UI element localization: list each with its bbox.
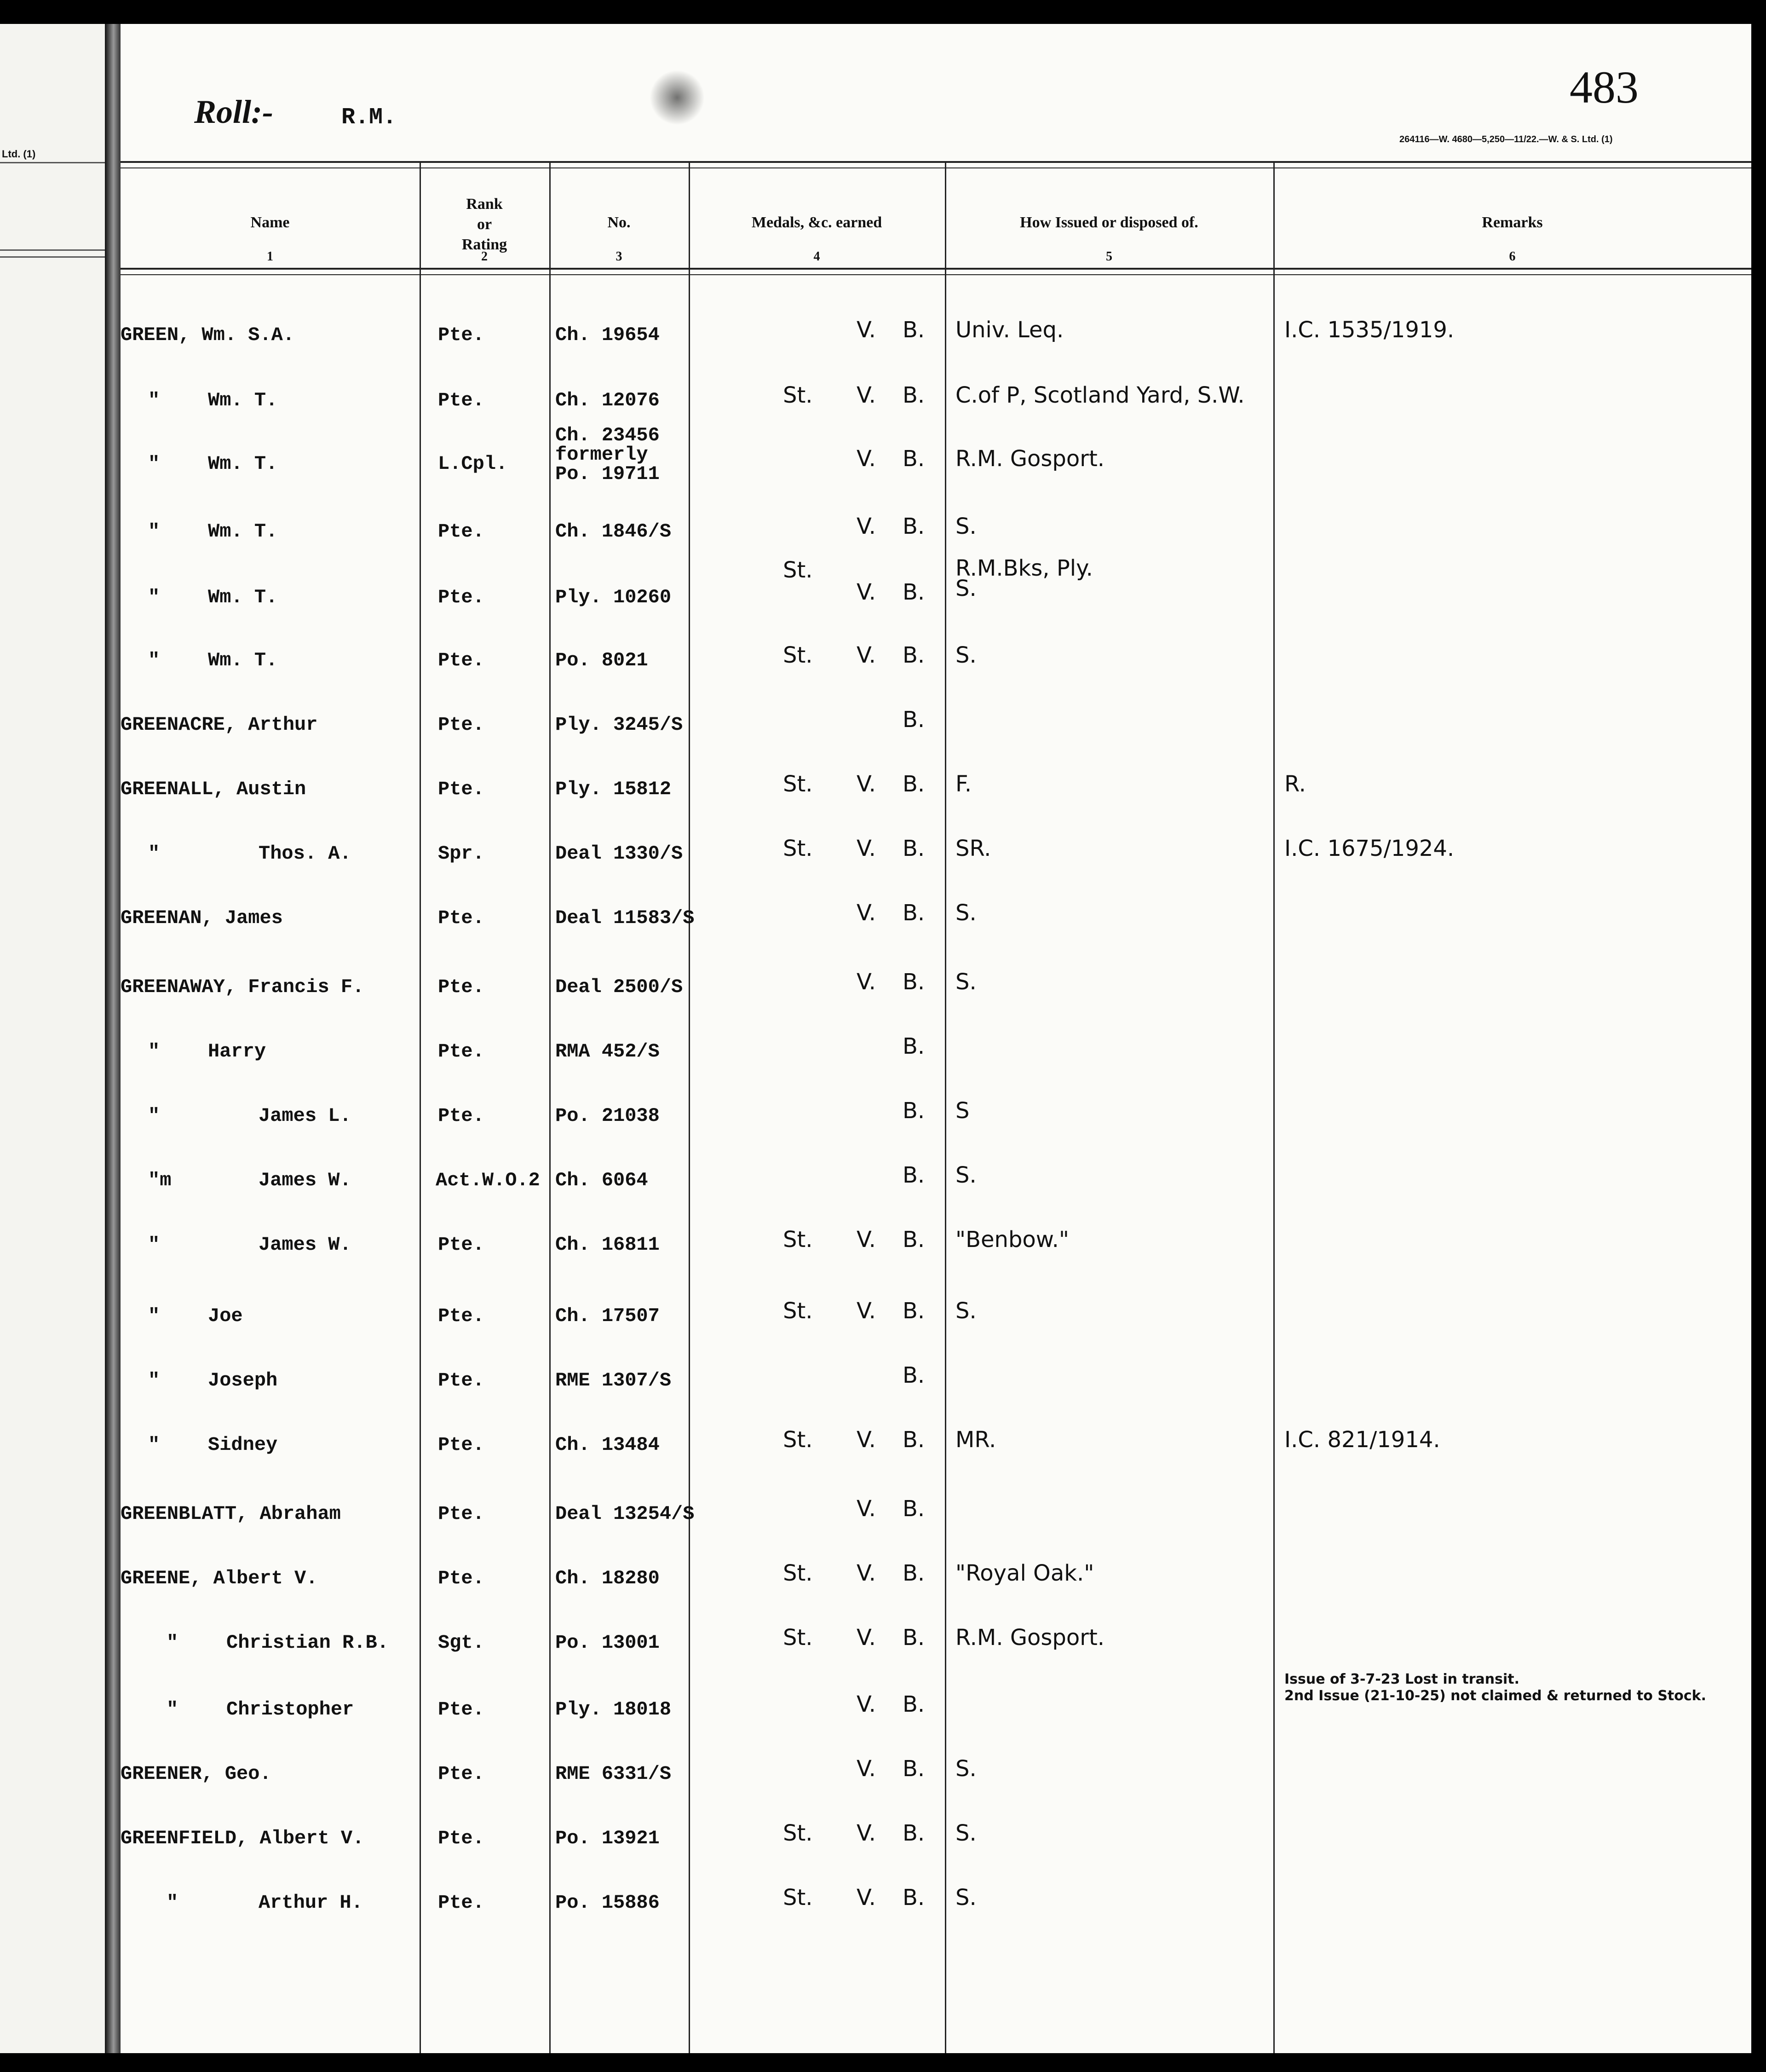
rank-cell: Pte. <box>438 1369 484 1391</box>
medal-victory: V. <box>857 900 876 926</box>
rank-cell: Pte. <box>438 1434 484 1456</box>
remarks-cell: R. <box>1284 771 1306 797</box>
issued-cell: R.M. Gosport. <box>955 1625 1105 1651</box>
issued-cell: S. <box>955 1820 977 1846</box>
medal-british: B. <box>903 382 925 408</box>
service-number-cell: Ply. 3245/S <box>555 714 683 736</box>
medal-victory: V. <box>857 1691 876 1717</box>
service-number-cell: Ply. 15812 <box>555 778 672 800</box>
medal-british: B. <box>903 514 925 539</box>
medal-victory: V. <box>857 1298 876 1324</box>
column-header-rank: Rank or Rating <box>461 196 507 253</box>
medal-victory: V. <box>857 1625 876 1651</box>
rank-cell: Pte. <box>438 520 484 543</box>
rank-cell: Pte. <box>438 1763 484 1785</box>
given-name-cell: Wm. T. <box>208 389 278 411</box>
service-number-cell: Ch. 13484 <box>555 1434 660 1456</box>
service-number-cell: Po. 13001 <box>555 1632 660 1654</box>
medal-british: B. <box>903 1427 925 1453</box>
column-number: 6 <box>1509 249 1516 264</box>
column-header-issued: How Issued or disposed of. <box>1020 214 1198 231</box>
medal-british: B. <box>903 1691 925 1717</box>
medal-victory: V. <box>857 1756 876 1782</box>
name-cell: GREENALL, Austin <box>121 778 306 800</box>
medal-star: St. <box>783 1885 813 1910</box>
service-number-cell: Ch. 18280 <box>555 1567 660 1589</box>
name-cell: " <box>148 1234 160 1256</box>
issued-cell: "Royal Oak." <box>955 1560 1094 1586</box>
name-cell: GREENBLATT, Abraham <box>121 1503 341 1525</box>
name-cell: GREEN, Wm. S.A. <box>121 324 295 346</box>
column-number: 5 <box>1106 249 1112 264</box>
given-name-cell: Sidney <box>208 1434 278 1456</box>
given-name-cell: Harry <box>208 1040 266 1062</box>
medal-victory: V. <box>857 382 876 408</box>
medal-star: St. <box>783 1820 813 1846</box>
name-cell: " <box>148 1105 160 1127</box>
issued-cell: SR. <box>955 836 991 861</box>
column-header-number: No. <box>607 214 631 231</box>
given-name-cell: Joe <box>208 1305 243 1327</box>
medal-victory: V. <box>857 836 876 861</box>
divider <box>0 249 105 251</box>
medal-british: B. <box>903 1227 925 1252</box>
service-number-cell: Deal 13254/S <box>555 1503 695 1525</box>
service-number-cell: Ch. 23456 formerly Po. 19711 <box>555 424 660 485</box>
medal-victory: V. <box>857 1427 876 1453</box>
issued-cell: R.M.Bks, Ply. S. <box>955 555 1093 601</box>
medal-star: St. <box>783 1298 813 1324</box>
rank-cell: Pte. <box>438 907 484 929</box>
remarks-cell: I.C. 821/1914. <box>1284 1427 1440 1453</box>
remarks-cell: I.C. 1535/1919. <box>1284 317 1455 343</box>
medal-victory: V. <box>857 446 876 472</box>
name-cell: " <box>148 1040 160 1062</box>
adjacent-page-strip <box>0 24 105 2053</box>
medal-british: B. <box>903 1885 925 1910</box>
remarks-cell: Issue of 3-7-23 Lost in transit. 2nd Issue (21-10-25) not claimed & returned to Stock. <box>1284 1671 1707 1704</box>
medal-victory: V. <box>857 969 876 995</box>
medal-british: B. <box>903 446 925 472</box>
issued-cell: S. <box>955 900 977 926</box>
column-divider <box>420 162 421 2053</box>
medal-british: B. <box>903 1756 925 1782</box>
medal-british: B. <box>903 1162 925 1188</box>
medal-star: St. <box>783 557 813 583</box>
name-cell: " <box>148 520 160 543</box>
medal-british: B. <box>903 1362 925 1388</box>
medal-british: B. <box>903 836 925 861</box>
column-divider <box>549 162 551 2053</box>
rank-cell: Sgt. <box>438 1632 484 1654</box>
rank-cell: Pte. <box>438 1892 484 1914</box>
issued-cell: S. <box>955 1298 977 1324</box>
service-number-cell: Deal 2500/S <box>555 976 683 998</box>
header-rule-top-thin <box>121 167 1751 168</box>
adjacent-page-note: Ltd. (1) <box>2 148 36 160</box>
given-name-cell: Wm. T. <box>208 586 278 608</box>
service-number-cell: Po. 13921 <box>555 1827 660 1849</box>
name-cell: " <box>148 453 160 475</box>
given-name-cell: James W. <box>259 1234 351 1256</box>
service-number-cell: Po. 15886 <box>555 1892 660 1914</box>
medal-british: B. <box>903 707 925 733</box>
column-number: 3 <box>616 249 622 264</box>
rank-cell: Pte. <box>438 1503 484 1525</box>
name-cell: " <box>167 1698 178 1720</box>
rank-cell: Pte. <box>438 1040 484 1062</box>
medal-star: St. <box>783 1560 813 1586</box>
rank-cell: Pte. <box>438 1305 484 1327</box>
issued-cell: Univ. Leq. <box>955 317 1064 343</box>
column-number: 1 <box>267 249 273 264</box>
medal-british: B. <box>903 317 925 343</box>
column-number: 2 <box>481 249 488 264</box>
issued-cell: F. <box>955 771 972 797</box>
printer-code: 264116—W. 4680—5,250—11/22.—W. & S. Ltd. (1) <box>1399 134 1613 144</box>
issued-cell: S <box>955 1098 970 1124</box>
service-number-cell: RME 6331/S <box>555 1763 672 1785</box>
name-cell: GREENFIELD, Albert V. <box>121 1827 364 1849</box>
name-cell: GREENE, Albert V. <box>121 1567 318 1589</box>
medal-victory: V. <box>857 317 876 343</box>
roll-page <box>121 24 1751 2053</box>
given-name-cell: Joseph <box>208 1369 278 1391</box>
rank-cell: L.Cpl. <box>438 453 508 475</box>
rank-cell: Pte. <box>438 1234 484 1256</box>
rank-cell: Pte. <box>438 976 484 998</box>
rank-cell: Pte. <box>438 389 484 411</box>
medal-star: St. <box>783 771 813 797</box>
rank-cell: Pte. <box>438 1827 484 1849</box>
given-name-cell: James L. <box>259 1105 351 1127</box>
page-number: 483 <box>1570 62 1639 113</box>
issued-cell: "Benbow." <box>955 1227 1069 1252</box>
roll-unit: R.M. <box>341 104 397 131</box>
column-divider <box>945 162 946 2053</box>
given-name-cell: Wm. T. <box>208 453 278 475</box>
given-name-cell: Thos. A. <box>259 843 351 865</box>
issued-cell: S. <box>955 642 977 668</box>
name-cell: " <box>148 1369 160 1391</box>
name-cell: " <box>148 843 160 865</box>
name-cell: " <box>148 1434 160 1456</box>
service-number-cell: RME 1307/S <box>555 1369 672 1391</box>
issued-cell: S. <box>955 514 977 539</box>
service-number-cell: Ch. 6064 <box>555 1169 648 1191</box>
header-rule-top <box>121 161 1751 163</box>
ink-stain <box>650 70 705 125</box>
rank-cell: Act.W.O.2 <box>436 1169 540 1191</box>
medal-british: B. <box>903 642 925 668</box>
issued-cell: S. <box>955 1756 977 1782</box>
column-header-medals: Medals, &c. earned <box>751 214 882 231</box>
given-name-cell: Arthur H. <box>259 1892 363 1914</box>
name-cell: GREENAN, James <box>121 907 283 929</box>
issued-cell: C.of P, Scotland Yard, S.W. <box>955 382 1245 408</box>
header-rule-bottom-thin <box>121 274 1751 275</box>
column-number: 4 <box>813 249 820 264</box>
given-name-cell: James W. <box>259 1169 351 1191</box>
service-number-cell: Ch. 16811 <box>555 1234 660 1256</box>
service-number-cell: Ch. 12076 <box>555 389 660 411</box>
medal-british: B. <box>903 579 925 605</box>
column-divider <box>689 162 690 2053</box>
rank-cell: Pte. <box>438 714 484 736</box>
medal-star: St. <box>783 1625 813 1651</box>
medal-victory: V. <box>857 642 876 668</box>
medal-victory: V. <box>857 1560 876 1586</box>
medal-victory: V. <box>857 1820 876 1846</box>
rank-cell: Pte. <box>438 1567 484 1589</box>
name-cell: GREENACRE, Arthur <box>121 714 318 736</box>
rank-cell: Pte. <box>438 324 484 346</box>
medal-british: B. <box>903 771 925 797</box>
divider <box>0 256 105 258</box>
medal-british: B. <box>903 1560 925 1586</box>
rank-cell: Spr. <box>438 843 484 865</box>
header-rule-bottom <box>121 268 1751 270</box>
given-name-cell: Christopher <box>226 1698 354 1720</box>
name-cell: " <box>148 1305 160 1327</box>
rank-cell: Pte. <box>438 778 484 800</box>
given-name-cell: Wm. T. <box>208 520 278 543</box>
rank-cell: Pte. <box>438 1105 484 1127</box>
book-spine <box>105 24 121 2053</box>
name-cell: " <box>167 1632 178 1654</box>
rank-cell: Pte. <box>438 1698 484 1720</box>
name-cell: " <box>148 649 160 671</box>
service-number-cell: Deal 1330/S <box>555 843 683 865</box>
service-number-cell: Ch. 1846/S <box>555 520 672 543</box>
medal-star: St. <box>783 642 813 668</box>
column-divider <box>1273 162 1275 2053</box>
given-name-cell: Wm. T. <box>208 649 278 671</box>
service-number-cell: Po. 8021 <box>555 649 648 671</box>
medal-british: B. <box>903 1033 925 1059</box>
given-name-cell: Christian R.B. <box>226 1632 389 1654</box>
name-cell: " <box>148 586 160 608</box>
issued-cell: MR. <box>955 1427 996 1453</box>
column-header-name: Name <box>250 214 290 231</box>
issued-cell: S. <box>955 1885 977 1910</box>
column-header-remarks: Remarks <box>1482 214 1543 231</box>
medal-british: B. <box>903 969 925 995</box>
medal-british: B. <box>903 1496 925 1522</box>
medal-victory: V. <box>857 1885 876 1910</box>
medal-star: St. <box>783 1227 813 1252</box>
medal-victory: V. <box>857 771 876 797</box>
roll-label: Roll:- <box>194 93 273 130</box>
service-number-cell: Ply. 10260 <box>555 586 672 608</box>
service-number-cell: Po. 21038 <box>555 1105 660 1127</box>
medal-victory: V. <box>857 514 876 539</box>
rank-cell: Pte. <box>438 649 484 671</box>
name-cell: " <box>148 389 160 411</box>
remarks-cell: I.C. 1675/1924. <box>1284 836 1455 861</box>
name-cell: GREENAWAY, Francis F. <box>121 976 364 998</box>
medal-star: St. <box>783 382 813 408</box>
service-number-cell: Deal 11583/S <box>555 907 695 929</box>
medal-star: St. <box>783 836 813 861</box>
issued-cell: R.M. Gosport. <box>955 446 1105 472</box>
service-number-cell: RMA 452/S <box>555 1040 660 1062</box>
name-cell: " <box>167 1892 178 1914</box>
service-number-cell: Ch. 17507 <box>555 1305 660 1327</box>
rank-cell: Pte. <box>438 586 484 608</box>
medal-victory: V. <box>857 579 876 605</box>
medal-star: St. <box>783 1427 813 1453</box>
medal-british: B. <box>903 900 925 926</box>
name-cell: "m <box>148 1169 172 1191</box>
service-number-cell: Ch. 19654 <box>555 324 660 346</box>
medal-victory: V. <box>857 1227 876 1252</box>
service-number-cell: Ply. 18018 <box>555 1698 672 1720</box>
divider <box>0 162 105 163</box>
medal-british: B. <box>903 1098 925 1124</box>
medal-victory: V. <box>857 1496 876 1522</box>
medal-british: B. <box>903 1298 925 1324</box>
name-cell: GREENER, Geo. <box>121 1763 271 1785</box>
medal-british: B. <box>903 1625 925 1651</box>
medal-british: B. <box>903 1820 925 1846</box>
issued-cell: S. <box>955 969 977 995</box>
issued-cell: S. <box>955 1162 977 1188</box>
